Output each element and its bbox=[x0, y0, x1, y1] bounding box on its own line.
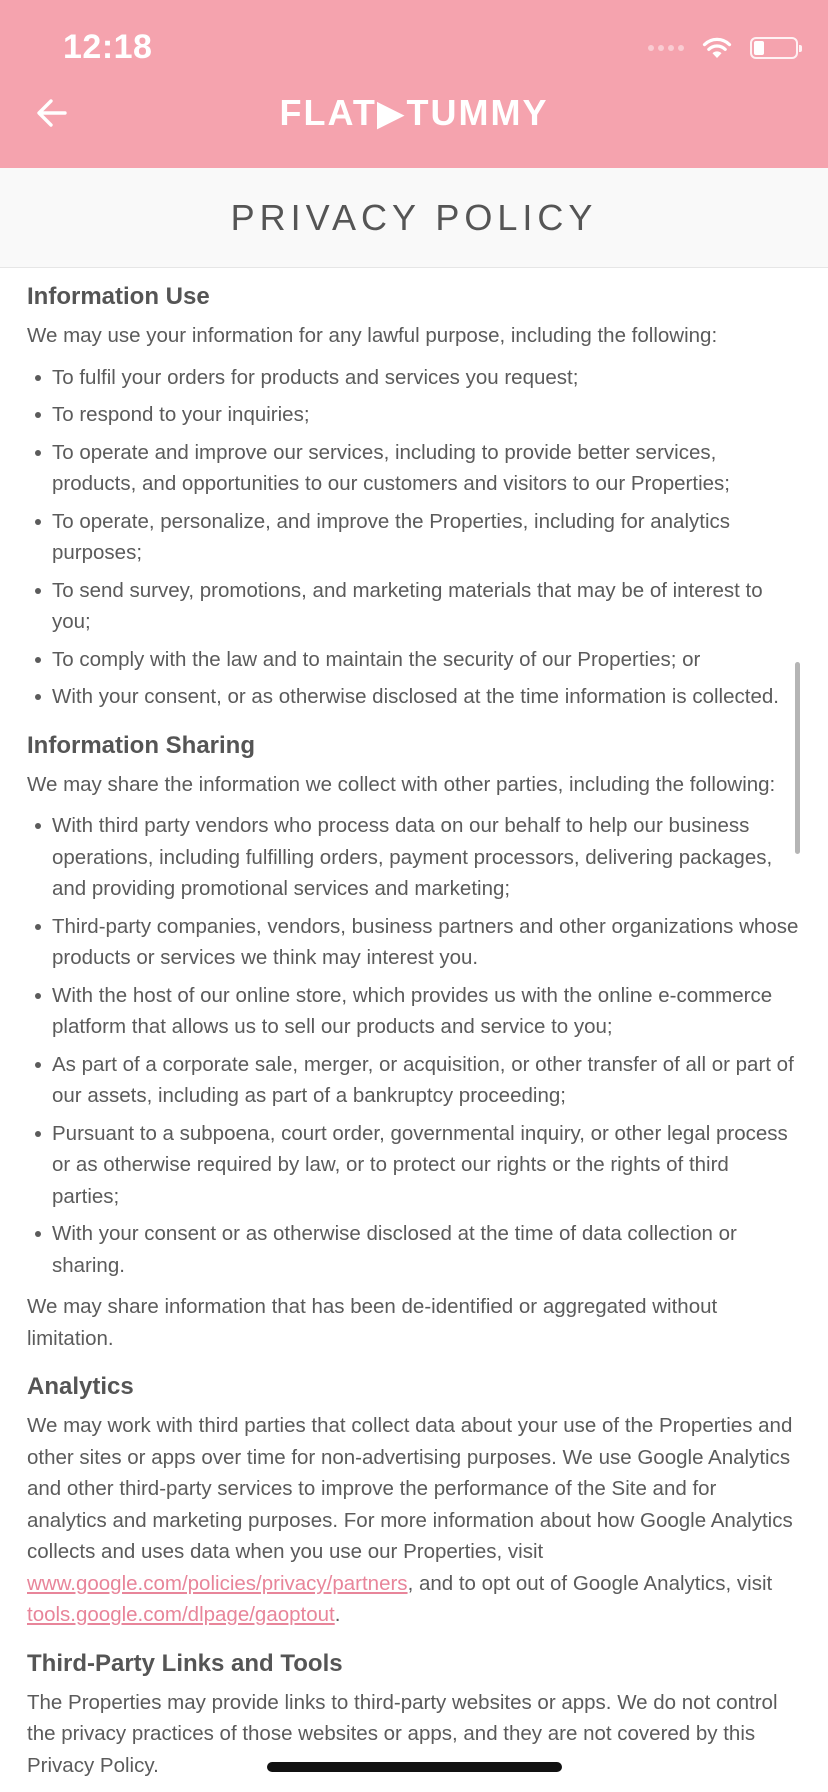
page-title-bar bbox=[0, 168, 828, 268]
scrollbar-thumb[interactable] bbox=[795, 662, 800, 854]
list-item: With your consent or as otherwise disclosed at the time of data collection or sharing. bbox=[27, 1218, 801, 1281]
section-heading-third-party: Third-Party Links and Tools bbox=[27, 1649, 343, 1677]
list-item: With third party vendors who process data on our behalf to help our business operations, including fulfilling orders, payment processors, delivering packages, and providing promotional services and marketing; bbox=[27, 810, 801, 905]
information-sharing-list bbox=[27, 810, 801, 1281]
list-item: With your consent, or as otherwise disclosed at the time information is collected. bbox=[27, 681, 801, 713]
list-item: Third-party companies, vendors, business partners and other organizations whose products or services we think may interest you. bbox=[27, 911, 801, 974]
information-use-intro: We may use your information for any lawful purpose, including the following: bbox=[27, 324, 718, 347]
list-item: With the host of our online store, which provides us with the online e-commerce platform that allows us to sell our products and service to you; bbox=[27, 980, 801, 1043]
analytics-text-1: We may work with third parties that collect data about your use of the Properties and other sites or apps over time for non-advertising purposes. We use Google Analytics and other third-party services to improve the performance of the Site and for analytics and marketing purposes. For more information about how Google Analytics collects and uses data when you use our Properties, visit bbox=[27, 1414, 793, 1563]
google-privacy-link[interactable]: www.google.com/policies/privacy/partners bbox=[27, 1571, 408, 1595]
policy-content[interactable] bbox=[27, 268, 801, 1777]
analytics-text-2: , and to opt out of Google Analytics, visit bbox=[407, 1571, 773, 1595]
information-sharing-outro: We may share information that has been de-identified or aggregated without limitation. bbox=[27, 1295, 718, 1350]
battery-icon bbox=[750, 37, 798, 59]
list-item: To operate, personalize, and improve the Properties, including for analytics purposes; bbox=[27, 506, 801, 569]
analytics-paragraph bbox=[27, 1410, 801, 1631]
list-item: To fulfil your orders for products and services you request; bbox=[27, 362, 801, 394]
third-party-paragraph: The Properties may provide links to third-party websites or apps. We do not control the privacy practices of those websites or apps, and they are not covered by this Privacy Policy. bbox=[27, 1690, 778, 1777]
section-heading-information-use: Information Use bbox=[27, 283, 210, 310]
list-item: To respond to your inquiries; bbox=[27, 399, 801, 431]
information-use-list bbox=[27, 362, 801, 713]
information-sharing-intro: We may share the information we collect with other parties, including the following: bbox=[27, 772, 776, 796]
status-icons bbox=[648, 36, 798, 60]
section-heading-information-sharing: Information Sharing bbox=[27, 731, 255, 759]
wifi-icon bbox=[702, 36, 732, 60]
brand-logo: FLAT▶TUMMY bbox=[279, 92, 549, 133]
list-item: Pursuant to a subpoena, court order, governmental inquiry, or other legal process or as otherwise required by law, or to protect our rights or the rights of third parties; bbox=[27, 1118, 801, 1213]
list-item: As part of a corporate sale, merger, or acquisition, or other transfer of all or part of our assets, including as part of a bankruptcy proceeding; bbox=[27, 1049, 801, 1112]
status-time: 12:18 bbox=[63, 28, 153, 66]
section-heading-analytics: Analytics bbox=[27, 1373, 134, 1400]
page-title: PRIVACY POLICY bbox=[230, 196, 598, 238]
analytics-text-3: . bbox=[334, 1603, 341, 1626]
list-item: To comply with the law and to maintain the security of our Properties; or bbox=[27, 644, 801, 676]
app-header bbox=[0, 0, 828, 168]
signal-icon bbox=[648, 45, 684, 51]
list-item: To operate and improve our services, including to provide better services, products, and opportunities to our customers and visitors to our Properties; bbox=[27, 437, 801, 500]
home-indicator[interactable] bbox=[267, 1762, 562, 1772]
google-optout-link[interactable]: tools.google.com/dlpage/gaoptout bbox=[27, 1603, 335, 1626]
list-item: To send survey, promotions, and marketing materials that may be of interest to you; bbox=[27, 575, 801, 638]
